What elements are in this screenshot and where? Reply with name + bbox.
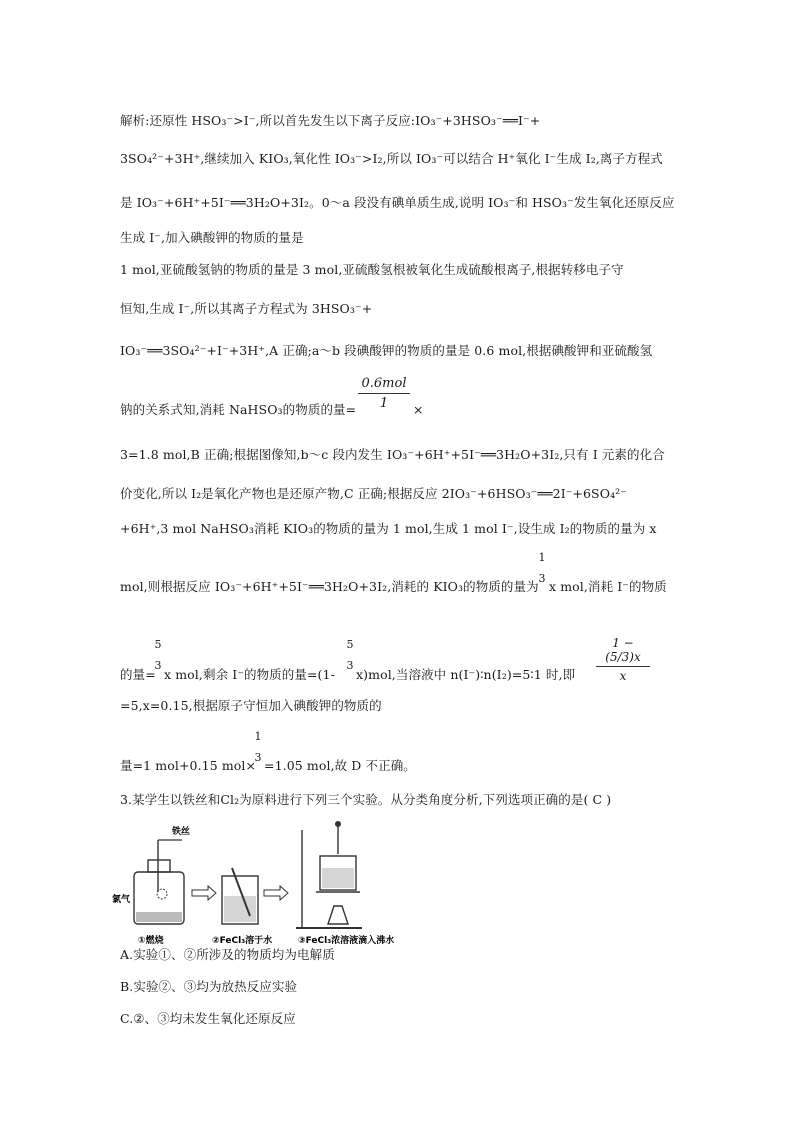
text-line-13-mid: x mol,剩余 I⁻的物质的量=(1-: [164, 667, 335, 682]
boiling-water: [322, 868, 354, 888]
label-gas: 氯气: [112, 895, 131, 905]
text-line-10: 价变化,所以 I₂是氧化产物也是还原产物,C 正确;根据反应 2IO₃⁻+6HSO₃⁻══2I⁻+6SO₄²⁻: [120, 486, 627, 501]
experiment-figure: [112, 820, 412, 945]
burning-spark: [157, 889, 167, 899]
fraction-bar: [358, 393, 410, 394]
fraction-denominator: 3: [346, 659, 354, 672]
bottle-sand: [136, 912, 182, 922]
dropper-bulb: [335, 821, 341, 827]
fraction-0.6mol-over-1: [358, 376, 410, 411]
fraction-five-thirds: [152, 638, 164, 672]
text-line-13-tail: x)mol,当溶液中 n(I⁻)∶n(I₂)=5∶1 时,即: [356, 667, 576, 682]
option-b: B.实验②、③均为放热反应实验: [120, 979, 298, 994]
text-line-12: mol,则根据反应 IO₃⁻+6H⁺+5I⁻══3H₂O+3I₂,消耗的 KIO₃的物质的量为: [120, 579, 539, 594]
option-a: A.实验①、②所涉及的物质均为电解质: [120, 947, 335, 962]
fraction-one-third: [536, 551, 548, 585]
bottle-neck: [148, 860, 170, 872]
times-sign: ×: [413, 402, 424, 417]
text-line-2: 3SO₄²⁻+3H⁺,继续加入 KIO₃,氧化性 IO₃⁻>I₂,所以 IO₃⁻可以结合 H⁺氧化 I⁻生成 I₂,离子方程式: [120, 151, 663, 166]
text-line-14: =5,x=0.15,根据原子守恒加入碘酸钾的物质的: [120, 698, 382, 713]
fraction-denominator: 3: [154, 659, 162, 672]
fraction-numerator: 1: [538, 551, 546, 564]
label-wire: 铁丝: [172, 827, 191, 837]
arrow-2: [264, 886, 288, 900]
caption-3: ③FeCl₃浓溶液滴入沸水: [298, 936, 395, 945]
text-line-12-tail: x mol,消耗 I⁻的物质: [549, 579, 667, 594]
text-line-15: 量=1 mol+0.15 mol×: [120, 758, 257, 773]
text-line-3: 是 IO₃⁻+6H⁺+5I⁻══3H₂O+3I₂。0～a 段没有碘单质生成,说明 IO₃⁻和 HSO₃⁻发生氧化还原反应: [120, 195, 675, 210]
fraction-numerator: 5: [154, 638, 162, 651]
text-line-15-tail: =1.05 mol,故 D 不正确。: [264, 758, 416, 773]
text-line-4: 生成 I⁻,加入碘酸钾的物质的量是: [120, 230, 304, 245]
fraction-numerator: 0.6mol: [361, 376, 407, 391]
fraction-denominator: x: [619, 669, 627, 683]
option-c: C.②、③均未发生氧化还原反应: [120, 1011, 296, 1026]
alcohol-lamp: [328, 906, 348, 924]
fraction-big: [596, 636, 650, 683]
text-line-9: 3=1.8 mol,B 正确;根据图像知,b～c 段内发生 IO₃⁻+6H⁺+5I⁻══3H₂O+3I₂,只有 I 元素的化合: [120, 447, 665, 462]
text-line-6: 恒知,生成 I⁻,所以其离子方程式为 3HSO₃⁻+: [120, 301, 373, 316]
question-3-stem: 3.某学生以铁丝和Cl₂为原料进行下列三个实验。从分类角度分析,下列选项正确的是( C ): [120, 792, 612, 807]
text-line-1: 解析:还原性 HSO₃⁻>I⁻,所以首先发生以下离子反应:IO₃⁻+3HSO₃⁻══I⁻+: [120, 113, 541, 128]
fraction-bar: [596, 666, 650, 667]
fraction-denominator: 1: [379, 396, 389, 411]
caption-1: ①燃烧: [138, 936, 164, 945]
text-line-7: IO₃⁻══3SO₄²⁻+I⁻+3H⁺,A 正确;a～b 段碘酸钾的物质的量是 0.6 mol,根据碘酸钾和亚硫酸氢: [120, 343, 653, 358]
beaker-2-solution: [224, 896, 256, 922]
fraction-numerator: 1: [254, 730, 262, 743]
fraction-numerator: 5: [346, 638, 354, 651]
fraction-denominator: 3: [254, 751, 262, 764]
fraction-five-thirds-2: [344, 638, 356, 672]
text-line-11: +6H⁺,3 mol NaHSO₃消耗 KIO₃的物质的量为 1 mol,生成 1 mol I⁻,设生成 I₂的物质的量为 x: [120, 521, 657, 536]
fraction-numerator: 1 − (5/3)x: [605, 636, 641, 664]
fraction-denominator: 3: [538, 572, 546, 585]
arrow-1: [192, 886, 216, 900]
experiment-illustration: [112, 820, 412, 945]
caption-2: ②FeCl₃溶于水: [212, 936, 273, 945]
fraction-one-third-2: [252, 730, 264, 764]
text-line-13: 的量=: [120, 667, 156, 682]
text-line-8: 钠的关系式知,消耗 NaHSO₃的物质的量=: [120, 402, 357, 417]
text-line-5: 1 mol,亚硫酸氢钠的物质的量是 3 mol,亚硫酸氢根被氧化生成硫酸根离子,根据转移电子守: [120, 262, 624, 277]
